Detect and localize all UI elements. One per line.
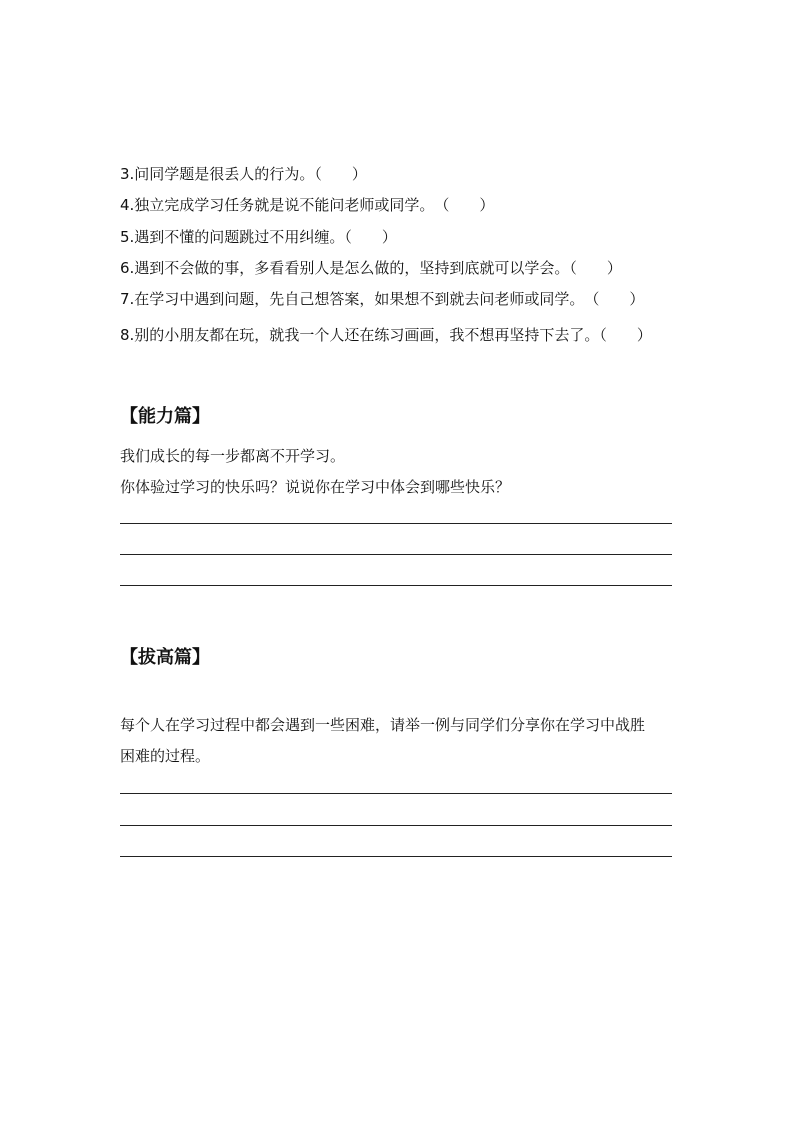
advanced-text-1: 每个人在学习过程中都会遇到一些困难，请举一例与同学们分享你在学习中战胜 — [120, 716, 646, 734]
answer-line[interactable] — [120, 825, 672, 826]
judgement-item-5: 5.遇到不懂的问题跳过不用纠缠。（ ） — [120, 228, 397, 246]
judgement-item-3: 3.问同学题是很丢人的行为。（ ） — [120, 165, 367, 183]
ability-heading: 【能力篇】 — [120, 406, 210, 427]
answer-line[interactable] — [120, 554, 672, 555]
judgement-item-4: 4.独立完成学习任务就是说不能问老师或同学。 （ ） — [120, 196, 495, 214]
advanced-text-2: 困难的过程。 — [120, 747, 211, 765]
advanced-heading: 【拔高篇】 — [120, 647, 210, 668]
judgement-item-6: 6.遇到不会做的事，多看看别人是怎么做的，坚持到底就可以学会。（ ） — [120, 259, 622, 277]
answer-line[interactable] — [120, 523, 672, 524]
judgement-item-7: 7.在学习中遇到问题，先自己想答案，如果想不到就去问老师或同学。 （ ） — [120, 290, 645, 308]
answer-line[interactable] — [120, 585, 672, 586]
answer-line[interactable] — [120, 856, 672, 857]
answer-line[interactable] — [120, 793, 672, 794]
judgement-item-8: 8.别的小朋友都在玩，就我一个人还在练习画画，我不想再坚持下去了。（ ） — [120, 326, 652, 344]
ability-text-1: 我们成长的每一步都离不开学习。 — [120, 447, 346, 465]
ability-text-2: 你体验过学习的快乐吗？说说你在学习中体会到哪些快乐？ — [120, 478, 511, 496]
